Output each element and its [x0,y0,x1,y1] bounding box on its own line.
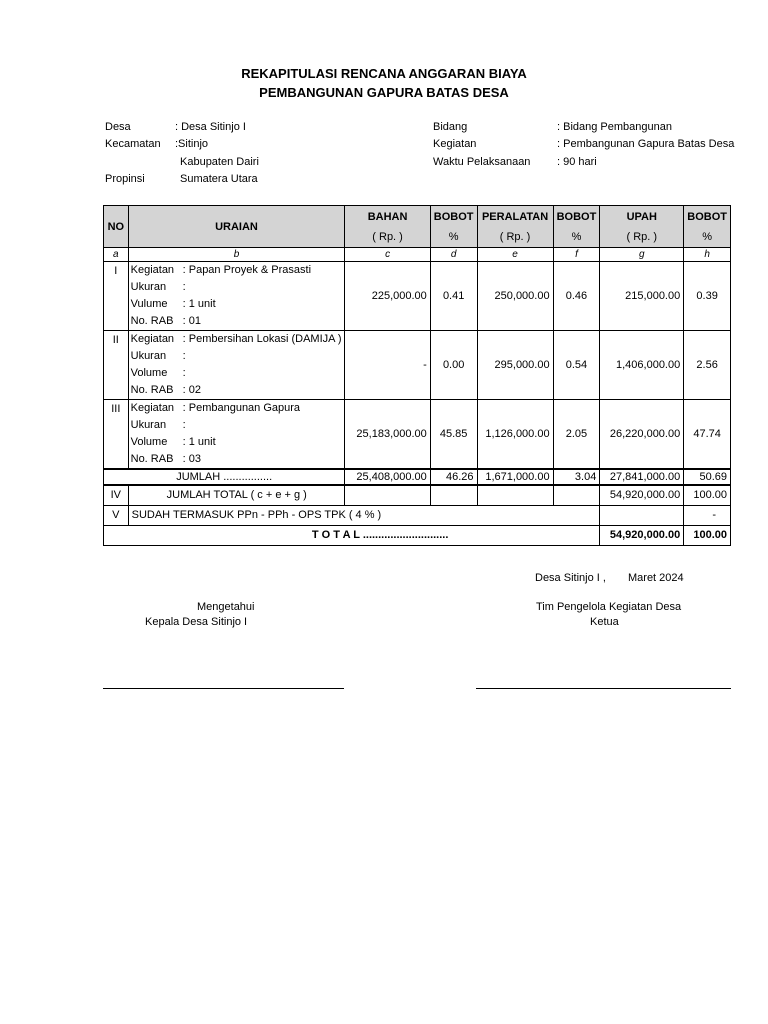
jumlah-upah: 27,841,000.00 [600,469,684,485]
jumlah-peralatan: 1,671,000.00 [477,469,553,485]
table-row [104,331,731,400]
info-waktu [433,156,597,168]
cell-bobot-1: 45.85 [430,400,477,470]
cell-peralatan: 250,000.00 [477,262,553,331]
signature-place: Desa Sitinjo I , [535,572,606,584]
uraian-key: Ukuran [130,419,167,431]
info-label: Kecamatan [105,138,161,150]
info-desa [105,121,246,133]
letter-b: b [128,248,345,262]
uraian-value: : Pembangunan Gapura [182,402,301,414]
empty-cell [345,485,430,505]
uraian-key: Kegiatan [130,402,175,414]
cell-upah: 1,406,000.00 [600,331,684,400]
jumlah-bobot-1: 46.26 [430,469,477,485]
header-upah-unit: ( Rp. ) [600,228,684,248]
cell-bobot-3: 0.39 [684,262,731,331]
uraian-value: : 01 [182,315,201,327]
uraian-key: Volume [130,367,168,379]
signature-left-title: Mengetahui [197,601,255,613]
cell-upah: 215,000.00 [600,262,684,331]
row-no: II [104,331,129,400]
info-value: Kabupaten Dairi [180,156,259,168]
letter-e: e [477,248,553,262]
cell-bobot-1: 0.41 [430,262,477,331]
row-uraian [128,262,345,331]
cell-bobot-3: 2.56 [684,331,731,400]
header-bobot-2: BOBOT [553,206,600,228]
header-bobot-2-unit: % [553,228,600,248]
total-row [104,525,731,545]
uraian-value: : 1 unit [182,436,216,448]
empty-cell [477,485,553,505]
table-header-row [104,206,731,228]
signature-left-role: Kepala Desa Sitinjo I [145,616,248,628]
empty-cell [430,485,477,505]
column-letter-row [104,248,731,262]
info-kecamatan [105,138,208,150]
uraian-value: : [182,367,186,379]
uraian-key: Volume [130,436,168,448]
jumlah-total-row [104,485,731,505]
info-bidang [433,121,672,133]
signature-line-right [476,688,731,689]
info-value: : Desa Sitinjo I [175,121,246,133]
rab-recap-table [103,205,731,546]
uraian-value: : 03 [182,453,201,465]
signature-right-title: Tim Pengelola Kegiatan Desa [536,601,682,613]
jumlah-bahan: 25,408,000.00 [345,469,430,485]
info-kegiatan [433,138,734,150]
info-value: :Sitinjo [175,138,209,150]
letter-d: d [430,248,477,262]
header-uraian: URAIAN [128,206,345,248]
uraian-key: No. RAB [130,384,174,396]
cell-bahan: 225,000.00 [345,262,430,331]
jumlah-bobot-2: 3.04 [553,469,600,485]
header-bahan: BAHAN [345,206,430,228]
cell-bobot-1: 0.00 [430,331,477,400]
table-row [104,400,731,470]
cell-bobot-2: 0.46 [553,262,600,331]
info-kabupaten [105,156,259,168]
header-bobot-1-unit: % [430,228,477,248]
jumlah-bobot-3: 50.69 [684,469,731,485]
uraian-value: : [182,419,186,431]
jumlah-row [104,469,731,485]
info-label: Propinsi [105,173,145,185]
empty-cell [553,485,600,505]
header-bobot-1: BOBOT [430,206,477,228]
uraian-value: : 02 [182,384,201,396]
info-value: : Bidang Pembangunan [557,121,672,133]
jumlah-total-label: JUMLAH TOTAL ( c + e + g ) [128,485,345,505]
ppn-bobot: - [684,505,731,525]
info-propinsi [105,173,258,185]
uraian-value: : [182,350,186,362]
header-bobot-3: BOBOT [684,206,731,228]
cell-bahan: - [345,331,430,400]
header-peralatan: PERALATAN [477,206,553,228]
cell-bobot-2: 2.05 [553,400,600,470]
cell-bobot-3: 47.74 [684,400,731,470]
info-value: : Pembangunan Gapura Batas Desa [557,138,735,150]
total-label: T O T A L ............................ [104,525,600,545]
uraian-key: Kegiatan [130,264,175,276]
jumlah-total-no: IV [104,485,129,505]
cell-peralatan: 1,126,000.00 [477,400,553,470]
cell-upah: 26,220,000.00 [600,400,684,470]
header-bobot-3-unit: % [684,228,731,248]
letter-g: g [600,248,684,262]
uraian-value: : Pembersihan Lokasi (DAMIJA ) [182,333,342,345]
ppn-row [104,505,731,525]
uraian-value: : [182,281,186,293]
cell-peralatan: 295,000.00 [477,331,553,400]
letter-a: a [104,248,129,262]
uraian-value: : 1 unit [182,298,216,310]
total-bobot: 100.00 [684,525,731,545]
header-no: NO [104,206,129,248]
uraian-value: : Papan Proyek & Prasasti [182,264,312,276]
header-peralatan-unit: ( Rp. ) [477,228,553,248]
document-subtitle: PEMBANGUNAN GAPURA BATAS DESA [259,85,509,100]
uraian-key: No. RAB [130,315,174,327]
uraian-key: No. RAB [130,453,174,465]
total-upah: 54,920,000.00 [600,525,684,545]
document-title: REKAPITULASI RENCANA ANGGARAN BIAYA [241,66,527,81]
signature-line-left [103,688,344,689]
jumlah-label: JUMLAH ................ [104,469,345,485]
row-uraian [128,331,345,400]
signature-date: Maret 2024 [628,572,684,584]
uraian-key: Vulume [130,298,168,310]
info-label: Kegiatan [433,138,477,150]
row-uraian [128,400,345,470]
info-value: : 90 hari [557,156,597,168]
info-value: Sumatera Utara [180,173,258,185]
table-row [104,262,731,331]
info-label: Desa [105,121,131,133]
letter-c: c [345,248,430,262]
ppn-no: V [104,505,129,525]
jumlah-total-upah: 54,920,000.00 [600,485,684,505]
row-no: I [104,262,129,331]
row-no: III [104,400,129,470]
uraian-key: Ukuran [130,350,167,362]
header-bahan-unit: ( Rp. ) [345,228,430,248]
uraian-key: Kegiatan [130,333,175,345]
info-label: Waktu Pelaksanaan [433,156,531,168]
uraian-key: Ukuran [130,281,167,293]
header-upah: UPAH [600,206,684,228]
cell-bahan: 25,183,000.00 [345,400,430,470]
signature-right-role: Ketua [590,616,619,628]
letter-h: h [684,248,731,262]
cell-bobot-2: 0.54 [553,331,600,400]
info-label: Bidang [433,121,468,133]
letter-f: f [553,248,600,262]
ppn-label: SUDAH TERMASUK PPn - PPh - OPS TPK ( 4 % ) [128,505,600,525]
jumlah-total-bobot: 100.00 [684,485,731,505]
empty-cell [600,505,684,525]
